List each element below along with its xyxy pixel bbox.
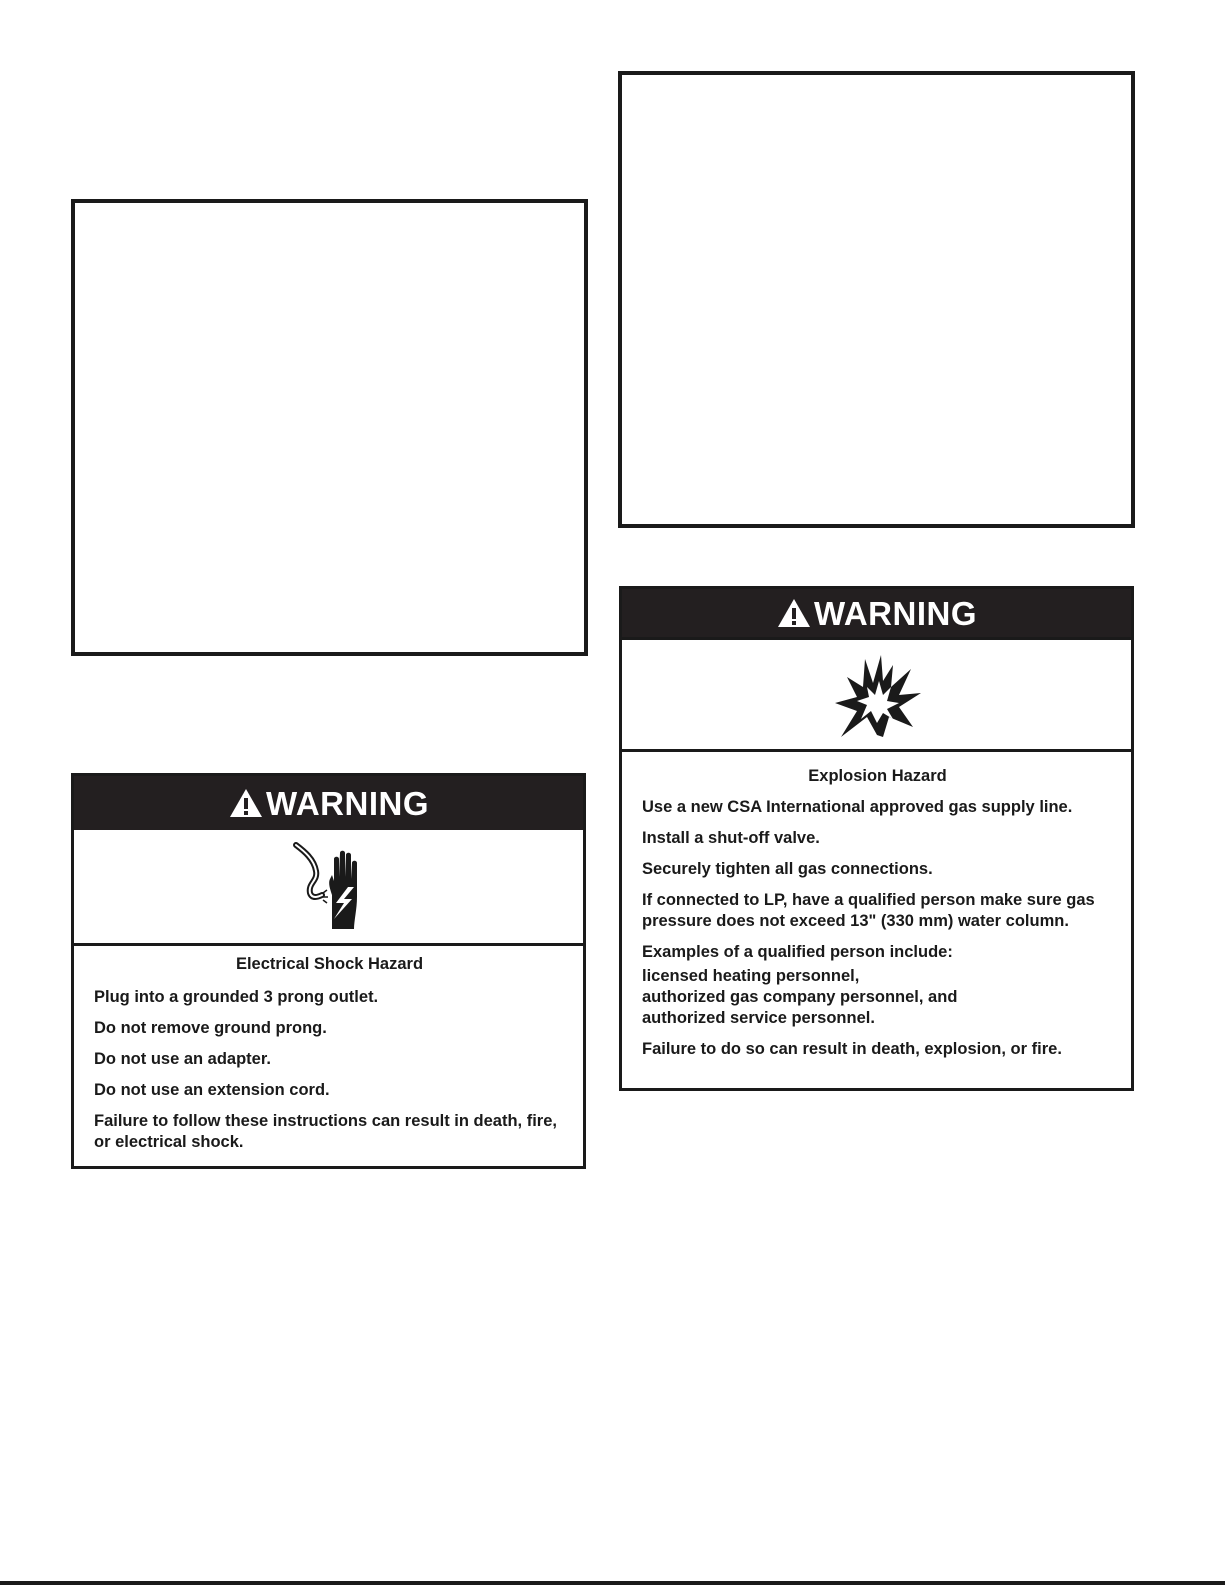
instruction-item: Install a shut-off valve. bbox=[642, 829, 820, 847]
warning-header bbox=[74, 776, 583, 830]
electrical-shock-warning bbox=[71, 773, 586, 1169]
electrical-shock-hand-icon bbox=[274, 837, 384, 937]
instruction-item: Do not use an extension cord. bbox=[94, 1081, 330, 1099]
warning-triangle-icon bbox=[776, 597, 812, 629]
empty-box-left bbox=[71, 199, 588, 656]
warning-title: WARNING bbox=[266, 784, 429, 822]
symbol-panel bbox=[622, 637, 1131, 752]
instruction-item: Plug into a grounded 3 prong outlet. bbox=[94, 988, 379, 1006]
instruction-item: Examples of a qualified person include: bbox=[642, 943, 953, 961]
warning-body bbox=[74, 946, 583, 1153]
page-bottom-rule bbox=[0, 1581, 1225, 1585]
hazard-title: Explosion Hazard bbox=[808, 767, 947, 785]
warning-header bbox=[622, 589, 1131, 637]
warning-triangle-icon bbox=[228, 787, 264, 819]
instruction-item: Securely tighten all gas connections. bbox=[642, 860, 933, 878]
instruction-item: Do not remove ground prong. bbox=[94, 1019, 327, 1037]
explosion-warning bbox=[619, 586, 1134, 1091]
warning-title: WARNING bbox=[814, 594, 977, 632]
qualified-person-item: authorized gas company personnel, and bbox=[642, 988, 958, 1006]
instruction-item: Do not use an adapter. bbox=[94, 1050, 271, 1068]
instruction-item: Failure to follow these instructions can result in death, fire, or electrical shock. bbox=[94, 1112, 557, 1151]
empty-box-right bbox=[618, 71, 1135, 528]
explosion-icon bbox=[827, 647, 927, 743]
instruction-item: Failure to do so can result in death, explosion, or fire. bbox=[642, 1040, 1062, 1058]
hazard-title: Electrical Shock Hazard bbox=[235, 955, 424, 973]
qualified-person-item: authorized service personnel. bbox=[642, 1009, 875, 1027]
instruction-item: If connected to LP, have a qualified person make sure gas pressure does not exceed 13" (330 mm) water column. bbox=[642, 891, 1095, 930]
warning-body bbox=[622, 752, 1131, 1060]
symbol-panel bbox=[74, 830, 583, 946]
qualified-person-item: licensed heating personnel, bbox=[642, 967, 860, 985]
instruction-item: Use a new CSA International approved gas supply line. bbox=[642, 798, 1073, 816]
